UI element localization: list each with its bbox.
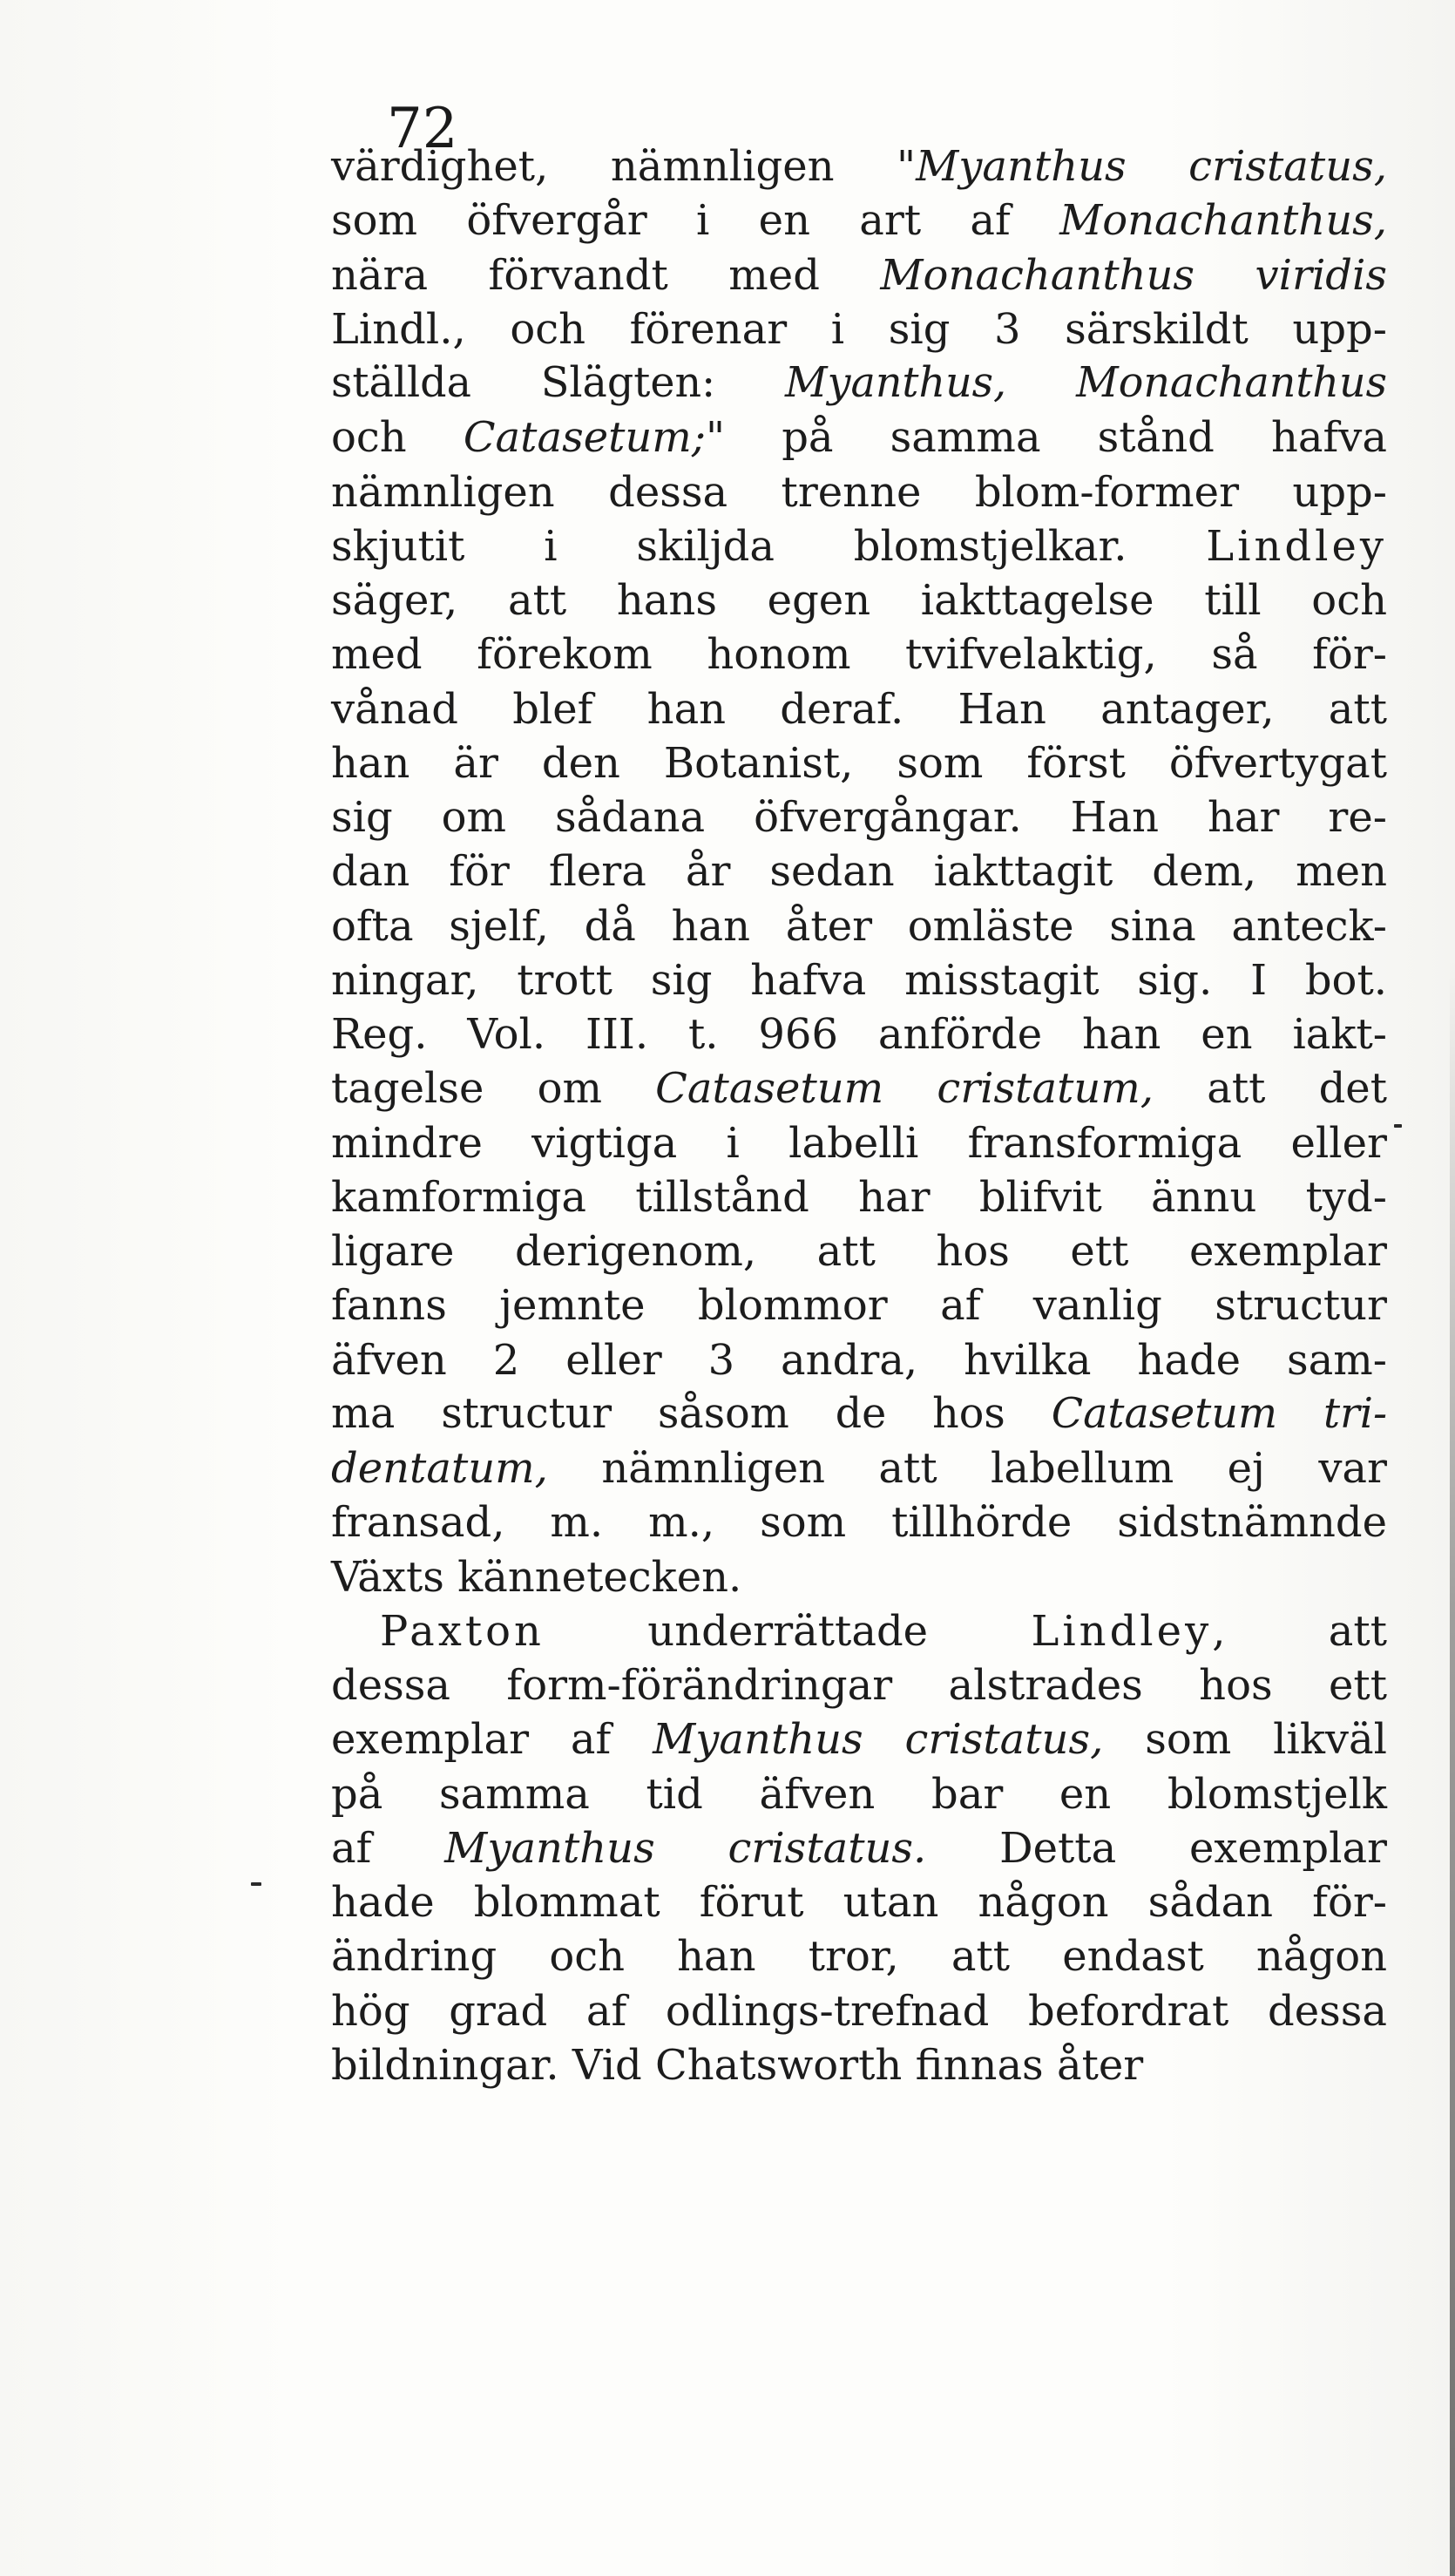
text-line bbox=[331, 1604, 1387, 1658]
text-line bbox=[331, 573, 1387, 627]
text-line bbox=[331, 736, 1387, 790]
text-line bbox=[331, 1875, 1387, 1929]
spaced-name: Paxton bbox=[380, 1606, 545, 1656]
text-line bbox=[331, 1224, 1387, 1278]
text-segment: Reg. Vol. III. t. 966 anförde han en iakt- bbox=[331, 1010, 1387, 1059]
text-line bbox=[331, 1170, 1387, 1224]
text-segment: af bbox=[331, 1823, 445, 1873]
text-line bbox=[331, 410, 1387, 464]
text-line bbox=[331, 1712, 1387, 1766]
text-line bbox=[331, 139, 1387, 193]
text-line bbox=[331, 248, 1387, 302]
text-line bbox=[331, 1550, 1387, 1604]
text-segment: ligare derigenom, att hos ett exemplar bbox=[331, 1227, 1387, 1276]
italic-text: Myanthus cristatus, bbox=[653, 1715, 1104, 1765]
text-segment: kamformiga tillstånd har blifvit ännu tyd- bbox=[331, 1172, 1387, 1222]
text-segment: exemplar af bbox=[331, 1715, 653, 1765]
text-line bbox=[331, 682, 1387, 736]
text-segment: dan för flera år sedan iakttagit dem, men bbox=[331, 847, 1387, 897]
text-line bbox=[331, 1767, 1387, 1821]
text-segment: hade blommat förut utan någon sådan för- bbox=[331, 1878, 1387, 1927]
text-line bbox=[331, 1821, 1387, 1875]
text-segment: ningar, trott sig hafva misstagit sig. I bot. bbox=[331, 955, 1387, 1005]
italic-text: Catasetum; bbox=[463, 413, 706, 463]
text-segment: nära förvandt med bbox=[331, 250, 881, 300]
page-number: 72 bbox=[387, 97, 458, 161]
text-segment: tagelse om bbox=[331, 1064, 656, 1114]
text-line bbox=[331, 790, 1387, 844]
text-segment: fransad, m. m., som tillhörde sidstnämnde bbox=[331, 1498, 1387, 1548]
text-segment: skjutit i skiljda blomstjelkar. bbox=[331, 521, 1207, 571]
text-line bbox=[331, 193, 1387, 247]
text-line bbox=[331, 1278, 1387, 1332]
text-segment: hög grad af odlings-trefnad befordrat dessa bbox=[331, 1986, 1387, 2036]
text-line bbox=[331, 1984, 1387, 2038]
italic-text: dentatum, bbox=[331, 1444, 548, 1493]
text-segment: underrättade bbox=[544, 1606, 1032, 1656]
text-segment: nämnligen dessa trenne blom-former upp- bbox=[331, 467, 1387, 517]
italic-text: Myanthus cristatus, bbox=[916, 142, 1387, 191]
text-line bbox=[331, 302, 1387, 356]
text-segment: som öfvergår i en art af bbox=[331, 196, 1060, 246]
text-segment: äfven 2 eller 3 andra, hvilka hade sam- bbox=[331, 1335, 1387, 1385]
ink-speck bbox=[1394, 1124, 1402, 1128]
text-segment: fanns jemnte blommor af vanlig structur bbox=[331, 1281, 1387, 1331]
text-line bbox=[331, 899, 1387, 953]
italic-text: Myanthus cristatus. bbox=[444, 1823, 927, 1873]
text-line bbox=[331, 519, 1387, 573]
text-segment: sig om sådana öfvergångar. Han har re- bbox=[331, 793, 1387, 842]
text-segment: dessa form-förändringar alstrades hos ett bbox=[331, 1661, 1387, 1710]
italic-text: Catasetum tri- bbox=[1051, 1389, 1387, 1438]
text-segment: med förekom honom tvifvelaktig, så för- bbox=[331, 630, 1387, 680]
page-edge-shadow bbox=[1450, 959, 1455, 2576]
text-line bbox=[331, 1333, 1387, 1387]
body-text bbox=[331, 139, 1387, 2092]
text-line bbox=[331, 1116, 1387, 1170]
ink-speck bbox=[251, 1882, 261, 1886]
text-segment: ofta sjelf, då han åter omläste sina anteck- bbox=[331, 901, 1387, 951]
text-line bbox=[331, 627, 1387, 681]
text-line bbox=[331, 1658, 1387, 1712]
spaced-name: Lindley bbox=[1031, 1606, 1213, 1656]
text-segment: han är den Botanist, som först öfvertygat bbox=[331, 738, 1387, 788]
text-segment: ma structur såsom de hos bbox=[331, 1389, 1052, 1438]
text-segment: Detta exemplar bbox=[926, 1823, 1387, 1873]
italic-text: Myanthus, Monachanthus bbox=[785, 359, 1387, 407]
text-segment: säger, att hans egen iakttagelse till och bbox=[331, 576, 1387, 625]
text-line bbox=[331, 1495, 1387, 1549]
text-line bbox=[331, 1387, 1387, 1441]
text-segment: nämnligen att labellum ej var bbox=[547, 1444, 1387, 1493]
spaced-name: Lindley bbox=[1206, 521, 1387, 571]
text-segment: " på samma stånd hafva bbox=[706, 413, 1387, 463]
text-line bbox=[331, 1007, 1387, 1061]
text-line bbox=[331, 356, 1387, 410]
text-segment: Lindl., och förenar i sig 3 särskildt upp- bbox=[331, 304, 1387, 354]
text-segment: ställda Slägten: bbox=[331, 359, 786, 407]
text-line bbox=[331, 953, 1387, 1007]
text-segment: mindre vigtiga i labelli fransformiga eller bbox=[331, 1118, 1387, 1168]
text-line bbox=[331, 1441, 1387, 1495]
italic-text: Monachanthus, bbox=[1059, 196, 1387, 246]
text-segment: , att bbox=[1212, 1606, 1387, 1656]
text-line bbox=[331, 1061, 1387, 1115]
text-line bbox=[331, 844, 1387, 898]
italic-text: Monachanthus viridis bbox=[880, 250, 1387, 300]
text-segment: att det bbox=[1154, 1064, 1387, 1114]
text-segment: ändring och han tror, att endast någon bbox=[331, 1932, 1387, 1982]
text-segment: vånad blef han deraf. Han antager, att bbox=[331, 684, 1387, 734]
text-segment: bildningar. Vid Chatsworth finnas åter bbox=[331, 2040, 1144, 2090]
italic-text: Catasetum cristatum, bbox=[655, 1064, 1154, 1114]
text-segment: värdighet, nämnligen " bbox=[331, 142, 917, 191]
text-segment: på samma tid äfven bar en blomstjelk bbox=[331, 1769, 1387, 1819]
text-segment: Växts kännetecken. bbox=[331, 1552, 742, 1602]
text-line bbox=[331, 465, 1387, 519]
text-line bbox=[331, 2038, 1387, 2092]
text-segment: som likväl bbox=[1103, 1715, 1387, 1765]
text-line bbox=[331, 1929, 1387, 1983]
text-segment: och bbox=[331, 413, 464, 463]
